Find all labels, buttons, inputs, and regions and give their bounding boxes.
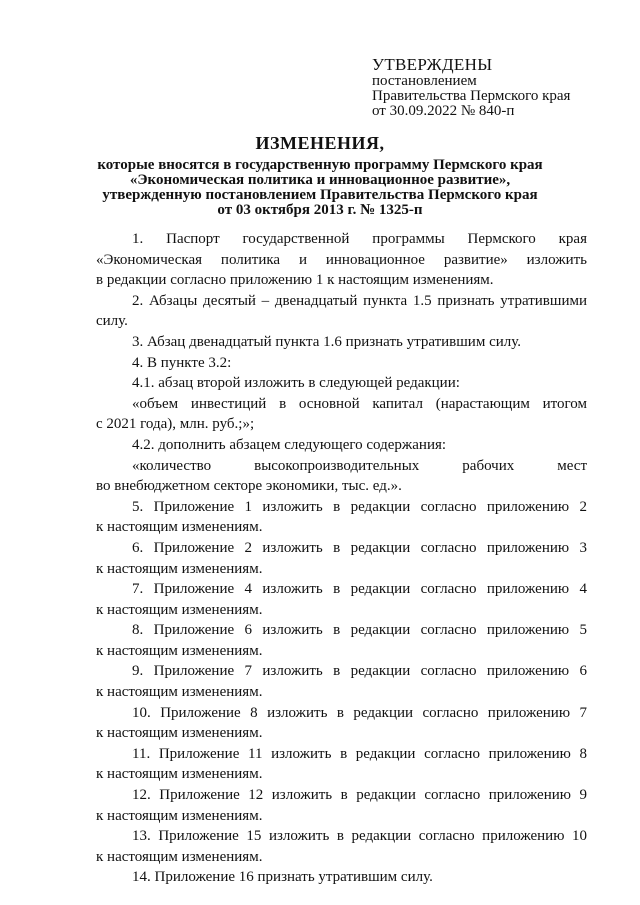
paragraph-line: к настоящим изменениям. bbox=[96, 642, 263, 659]
paragraph-line: к настоящим изменениям. bbox=[96, 807, 263, 824]
paragraph-line: «Экономическая политика и инновационное развитие» изложить bbox=[96, 251, 587, 268]
approval-line: постановлением bbox=[372, 73, 477, 89]
paragraph-line: 14. Приложение 16 признать утратившим силу. bbox=[132, 869, 433, 886]
list-item bbox=[96, 703, 587, 744]
list-item bbox=[96, 373, 587, 394]
document-body bbox=[96, 229, 587, 888]
list-item bbox=[96, 353, 587, 374]
list-item bbox=[96, 332, 587, 353]
paragraph-line: 10. Приложение 8 изложить в редакции согласно приложению 7 bbox=[132, 704, 587, 721]
paragraph-line: к настоящим изменениям. bbox=[96, 601, 263, 618]
paragraph-line: 4.1. абзац второй изложить в следующей редакции: bbox=[132, 375, 460, 392]
list-item bbox=[96, 785, 587, 826]
title-line: «Экономическая политика и инновационное развитие», bbox=[129, 172, 511, 188]
paragraph-line: 4.2. дополнить абзацем следующего содержания: bbox=[132, 436, 447, 453]
title-line: утвержденную постановлением Правительства Пермского края bbox=[102, 187, 538, 203]
list-item bbox=[96, 394, 587, 435]
list-item bbox=[96, 435, 587, 456]
paragraph-line: к настоящим изменениям. bbox=[96, 560, 263, 577]
list-item bbox=[96, 538, 587, 579]
list-item bbox=[96, 497, 587, 538]
paragraph-line: 13. Приложение 15 изложить в редакции согласно приложению 10 bbox=[132, 828, 587, 845]
paragraph-line: 6. Приложение 2 изложить в редакции согласно приложению 3 bbox=[132, 539, 587, 556]
approval-date-line: от 30.09.2022 № 840-п bbox=[372, 103, 515, 119]
paragraph-line: 8. Приложение 6 изложить в редакции согласно приложению 5 bbox=[132, 622, 587, 639]
list-item bbox=[96, 744, 587, 785]
paragraph-line: 9. Приложение 7 изложить в редакции согласно приложению 6 bbox=[132, 663, 587, 680]
paragraph-line: к настоящим изменениям. bbox=[96, 766, 263, 783]
document-title bbox=[0, 132, 640, 218]
approval-block bbox=[372, 56, 570, 119]
paragraph-line: к настоящим изменениям. bbox=[96, 725, 263, 742]
title-line: от 03 октября 2013 г. № 1325-п bbox=[217, 202, 423, 218]
approval-heading: УТВЕРЖДЕНЫ bbox=[372, 55, 493, 74]
paragraph-line: 4. В пункте 3.2: bbox=[132, 354, 232, 371]
list-item bbox=[96, 579, 587, 620]
list-item bbox=[96, 661, 587, 702]
paragraph-line: 5. Приложение 1 изложить в редакции согласно приложению 2 bbox=[132, 498, 587, 515]
paragraph-line: «объем инвестиций в основной капитал (нарастающим итогом bbox=[132, 395, 587, 412]
paragraph-line: к настоящим изменениям. bbox=[96, 519, 263, 536]
list-item bbox=[96, 620, 587, 661]
paragraph-line: 1. Паспорт государственной программы Пермского края bbox=[132, 231, 587, 247]
paragraph-line: 11. Приложение 11 изложить в редакции согласно приложению 8 bbox=[132, 745, 587, 762]
paragraph-line: во внебюджетном секторе экономики, тыс. ед.». bbox=[96, 478, 402, 495]
paragraph-line: силу. bbox=[96, 313, 128, 330]
title-line: которые вносятся в государственную программу Пермского края bbox=[97, 157, 543, 173]
paragraph-line: к настоящим изменениям. bbox=[96, 848, 263, 865]
approval-line: Правительства Пермского края bbox=[372, 88, 571, 104]
paragraph-line: 3. Абзац двенадцатый пункта 1.6 признать утратившим силу. bbox=[132, 333, 521, 350]
paragraph-line: в редакции согласно приложению 1 к настоящим изменениям. bbox=[96, 272, 494, 289]
list-item bbox=[96, 826, 587, 867]
paragraph-line: с 2021 года), млн. руб.;»; bbox=[96, 416, 255, 433]
paragraph-line: «количество высокопроизводительных рабочих мест bbox=[132, 457, 587, 474]
list-item bbox=[96, 867, 587, 888]
paragraph-line: 7. Приложение 4 изложить в редакции согласно приложению 4 bbox=[132, 581, 587, 598]
paragraph-line: 12. Приложение 12 изложить в редакции согласно приложению 9 bbox=[132, 787, 587, 804]
title-main: ИЗМЕНЕНИЯ, bbox=[255, 133, 385, 153]
list-item bbox=[96, 456, 587, 497]
paragraph-line: 2. Абзацы десятый – двенадцатый пункта 1.5 признать утратившими bbox=[132, 292, 587, 309]
paragraph-line: к настоящим изменениям. bbox=[96, 684, 263, 701]
list-item bbox=[96, 291, 587, 332]
list-item bbox=[96, 229, 587, 291]
